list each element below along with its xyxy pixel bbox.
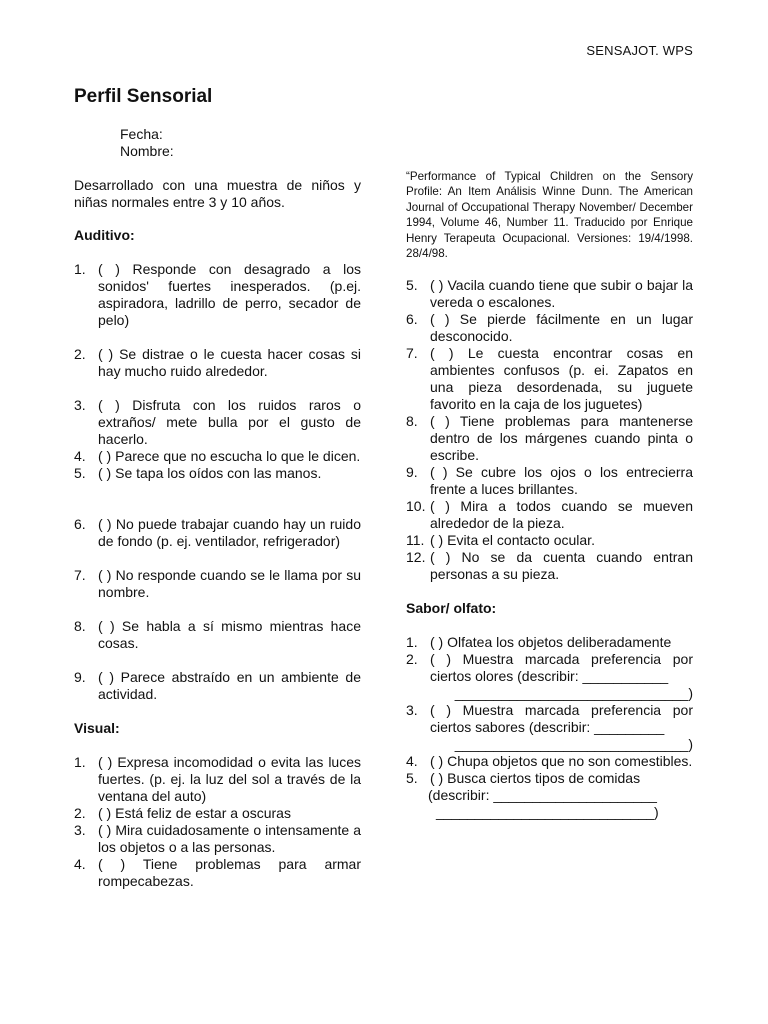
section-title-sabor-olfato: Sabor/ olfato: [406,600,497,617]
list-item [406,498,693,532]
list-item [74,618,361,652]
item-text: ( ) No puede trabajar cuando hay un ruido de fondo (p. ej. ventilador, refrigerador) [98,516,361,549]
list-item [74,346,361,380]
item-number: 10. [406,498,426,515]
reference-citation: “Performance of Typical Children on the Sensory Profile: An Item Análisis Winne Dunn. The American Journal of Occupational Therapy November/ December 1994, Volume 46, Number 11. Traducido por Enrique Henry Terapeuta Ocupacional. Versiones: 19/4/1998. 28/4/98. [406,170,693,261]
item-number: 4. [406,753,418,770]
item-text: ( ) Tiene problemas para armar rompecabezas. [98,856,361,889]
item-number: 5. [406,277,418,294]
nombre-label: Nombre: [120,143,174,159]
item-number: 2. [406,651,418,668]
list-item [74,805,361,822]
list-item [406,345,693,413]
list-item [74,822,361,856]
item-number: 6. [406,311,418,328]
item-number: 6. [74,516,86,532]
item-text: ( ) No responde cuando se le llama por su nombre. [98,567,361,600]
section-title-auditivo: Auditivo: [74,227,135,243]
list-item [406,753,693,770]
fill-line: ______________________________) [454,736,693,753]
item-number: 3. [74,397,86,413]
item-text: ( ) Se pierde fácilmente en un lugar desconocido. [430,311,693,345]
list-item [74,754,361,805]
item-text: ( ) Expresa incomodidad o evita las luces fuertes. (p. ej. la luz del sol a través de la ventana del auto) [98,754,361,804]
item-number: 8. [74,618,86,634]
item-text: ( ) Le cuesta encontrar cosas en ambientes confusos (p. ei. Zapatos en una pieza desordenada, su juguete favorito en la caja de los juguetes) [430,345,693,413]
item-number: 1. [74,754,86,770]
item-text: ( ) Parece abstraído en un ambiente de actividad. [98,669,361,702]
list-item [406,532,693,549]
item-text: ( ) No se da cuenta cuando entran personas a su pieza. [430,549,693,583]
item-number: 3. [406,702,418,719]
page-title: Perfil Sensorial [74,86,213,107]
item-text: ( ) Se cubre los ojos o los entrecierra frente a luces brillantes. [430,464,693,498]
item-number: 4. [74,448,86,464]
item-number: 5. [406,770,418,787]
item-number: 2. [74,805,86,821]
left-column [74,177,361,890]
right-column [406,169,693,821]
list-item [74,516,361,550]
item-text: ( ) Se habla a sí mismo mientras hace cosas. [98,618,361,651]
list-item [74,465,361,482]
list-item [406,651,693,702]
fill-line: ____________________________) [436,804,659,821]
item-text: ( ) Vacila cuando tiene que subir o bajar la vereda o escalones. [430,277,693,311]
list-item [74,567,361,601]
list-item [74,856,361,890]
item-number: 12. [406,549,426,566]
list-item [406,549,693,583]
list-item [406,702,693,753]
item-text: ( ) Se distrae o le cuesta hacer cosas si hay mucho ruido alrededor. [98,346,361,379]
item-number: 11. [406,532,425,549]
list-item [74,448,361,465]
item-text: ( ) Disfruta con los ruidos raros o extraños/ mete bulla por el gusto de hacerlo. [98,397,361,447]
list-item [406,770,693,787]
list-item [74,261,361,329]
intro-text: Desarrollado con una muestra de niños y niñas normales entre 3 y 10 años. [74,177,361,210]
item-number: 9. [406,464,418,481]
item-number: 7. [406,345,418,362]
item-text: ( ) Busca ciertos tipos de comidas [430,770,641,787]
section-title-visual: Visual: [74,720,120,736]
item-number: 5. [74,465,86,481]
item-number: 1. [74,261,86,277]
list-item [406,277,693,311]
list-item [406,464,693,498]
item-text: ( ) Evita el contacto ocular. [430,532,595,549]
item-number: 1. [406,634,418,651]
item-text: ( ) Muestra marcada preferencia por ciertos sabores (describir: _________ [430,702,693,736]
list-item [406,413,693,464]
fill-line: (describir: _____________________ [428,787,657,804]
item-text: ( ) Responde con desagrado a los sonidos' fuertes inesperados. (p.ej. aspiradora, ladrillo de perro, secador de pelo) [98,261,361,328]
document-code: SENSAJOT. WPS [586,43,693,58]
list-item [406,634,693,651]
item-number: 7. [74,567,86,583]
item-text: ( ) Mira a todos cuando se mueven alrededor de la pieza. [430,498,693,532]
list-item [406,311,693,345]
item-text: ( ) Está feliz de estar a oscuras [98,805,291,821]
item-text: ( ) Olfatea los objetos deliberadamente [430,634,672,651]
item-text: ( ) Mira cuidadosamente o intensamente a los objetos o a las personas. [98,822,361,855]
fecha-label: Fecha: [120,126,163,142]
item-text: ( ) Muestra marcada preferencia por ciertos olores (describir: ___________ [430,651,693,685]
form-meta [120,126,174,160]
item-text: ( ) Tiene problemas para mantenerse dentro de los márgenes cuando pinta o escribe. [430,413,693,464]
item-number: 3. [74,822,86,838]
list-item [74,669,361,703]
item-number: 4. [74,856,86,872]
item-text: ( ) Se tapa los oídos con las manos. [98,465,322,481]
item-text: ( ) Chupa objetos que no son comestibles. [430,753,693,770]
item-text: ( ) Parece que no escucha lo que le dicen. [98,448,361,464]
list-item [74,397,361,448]
item-number: 9. [74,669,86,685]
item-number: 2. [74,346,86,362]
item-number: 8. [406,413,418,430]
fill-line: ______________________________) [454,685,693,702]
